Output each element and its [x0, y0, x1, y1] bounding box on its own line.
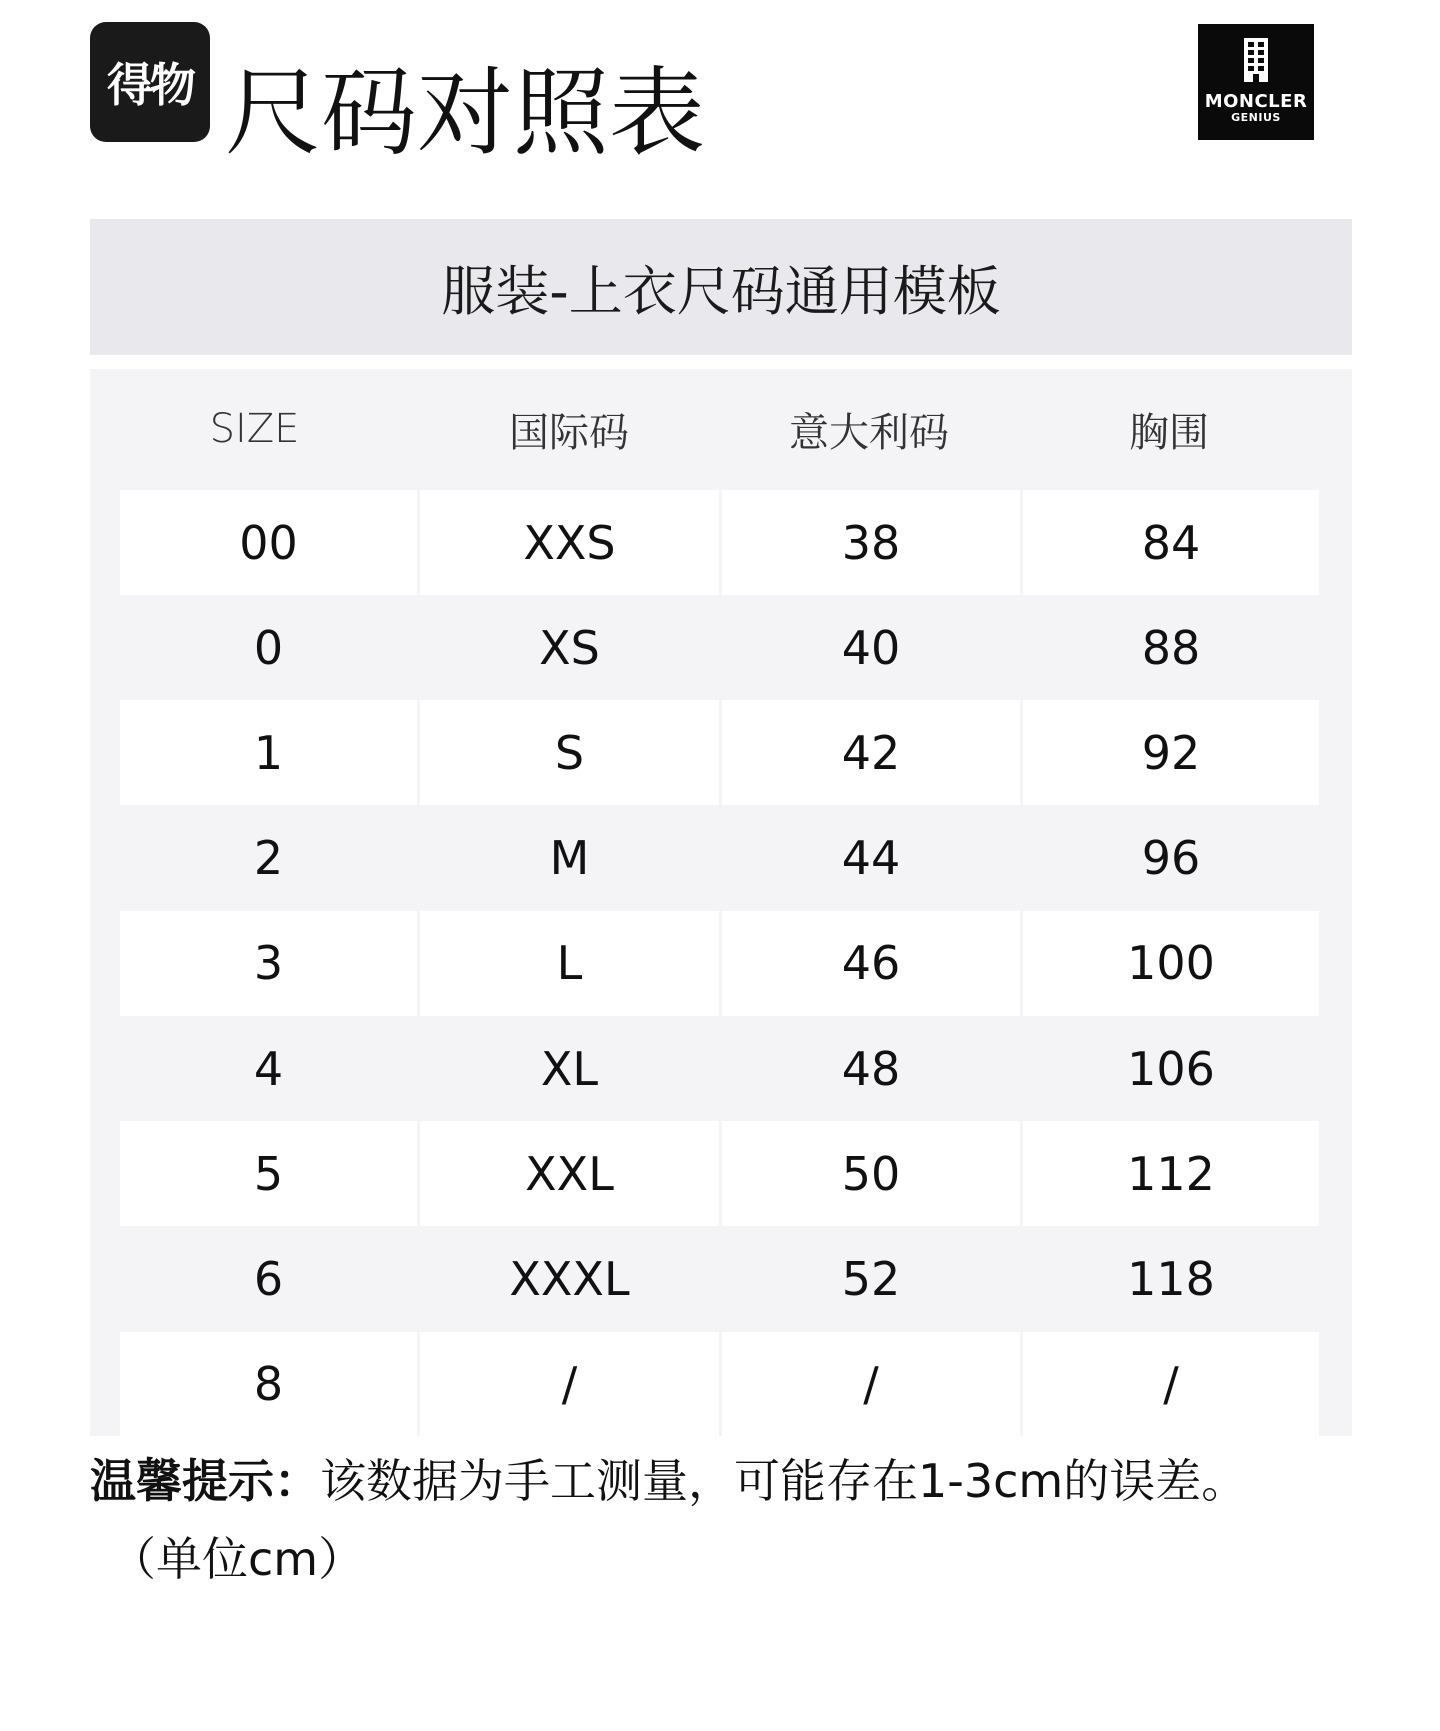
size-table [90, 369, 1352, 1436]
moncler-sub: GENIUS [1231, 111, 1281, 124]
table-row [120, 1332, 1319, 1437]
moncler-name: MONCLER [1204, 91, 1308, 112]
cell-size: 5 [120, 1121, 417, 1226]
cell-international: S [420, 700, 719, 805]
note-text: 该数据为手工测量，可能存在1-3cm的误差。 [320, 1454, 1248, 1508]
cell-chest: 112 [1023, 1121, 1319, 1226]
cell-italian: 46 [722, 911, 1020, 1016]
cell-size: 0 [253, 620, 284, 675]
cell-international: XXXL [509, 1251, 630, 1306]
cell-italian: 50 [722, 1121, 1020, 1226]
cell-italian: / [722, 1332, 1020, 1437]
cell-chest: 118 [1127, 1251, 1215, 1306]
table-row [120, 1016, 1319, 1121]
cell-international: / [420, 1332, 719, 1437]
cell-international: XL [540, 1041, 599, 1096]
cell-chest: 96 [1141, 831, 1201, 886]
cell-italian: 40 [841, 620, 901, 675]
note-label: 温馨提示： [90, 1454, 320, 1508]
cell-international: XXL [420, 1121, 719, 1226]
note [90, 1448, 1370, 1514]
cell-chest: 100 [1023, 911, 1319, 1016]
cell-size: 4 [253, 1041, 284, 1096]
brand-badge-label: 得物 [107, 58, 193, 112]
cell-italian: 38 [722, 490, 1020, 595]
cell-chest: 88 [1141, 620, 1201, 675]
cell-italian: 48 [841, 1041, 901, 1096]
template-title-band [90, 219, 1352, 355]
cell-chest: 92 [1023, 700, 1319, 805]
cell-size: 3 [120, 911, 417, 1016]
table-row [120, 1226, 1319, 1331]
cell-italian: 42 [722, 700, 1020, 805]
cell-italian: 44 [841, 831, 901, 886]
cell-international: XS [539, 620, 600, 675]
template-title: 服装-上衣尺码通用模板 [441, 259, 1001, 323]
cell-international: XXS [420, 490, 719, 595]
moncler-logo [1198, 24, 1314, 140]
table-row [120, 490, 1319, 595]
cell-chest: 84 [1023, 490, 1319, 595]
table-row [120, 700, 1319, 805]
cell-international: L [420, 911, 719, 1016]
cell-italian: 52 [841, 1251, 901, 1306]
table-row [120, 806, 1319, 911]
page-title: 尺码对照表 [225, 57, 705, 169]
brand-logo-badge [90, 22, 210, 142]
cell-size: 1 [120, 700, 417, 805]
cell-size: 6 [253, 1251, 284, 1306]
cell-size: 8 [120, 1332, 417, 1437]
cell-chest: 106 [1127, 1041, 1215, 1096]
table-row [120, 595, 1319, 700]
column-header-chest: 胸围 [1129, 409, 1209, 456]
note-unit: （单位cm） [110, 1532, 365, 1586]
column-header-size: SIZE [209, 406, 300, 452]
cell-international: M [549, 831, 590, 886]
cell-size: 2 [253, 831, 284, 886]
column-header-international: 国际码 [509, 409, 629, 456]
table-row [120, 1121, 1319, 1226]
cell-chest: / [1023, 1332, 1319, 1437]
building-icon [1244, 38, 1268, 82]
cell-size: 00 [120, 490, 417, 595]
table-row [120, 911, 1319, 1016]
column-header-italian: 意大利码 [789, 409, 949, 456]
